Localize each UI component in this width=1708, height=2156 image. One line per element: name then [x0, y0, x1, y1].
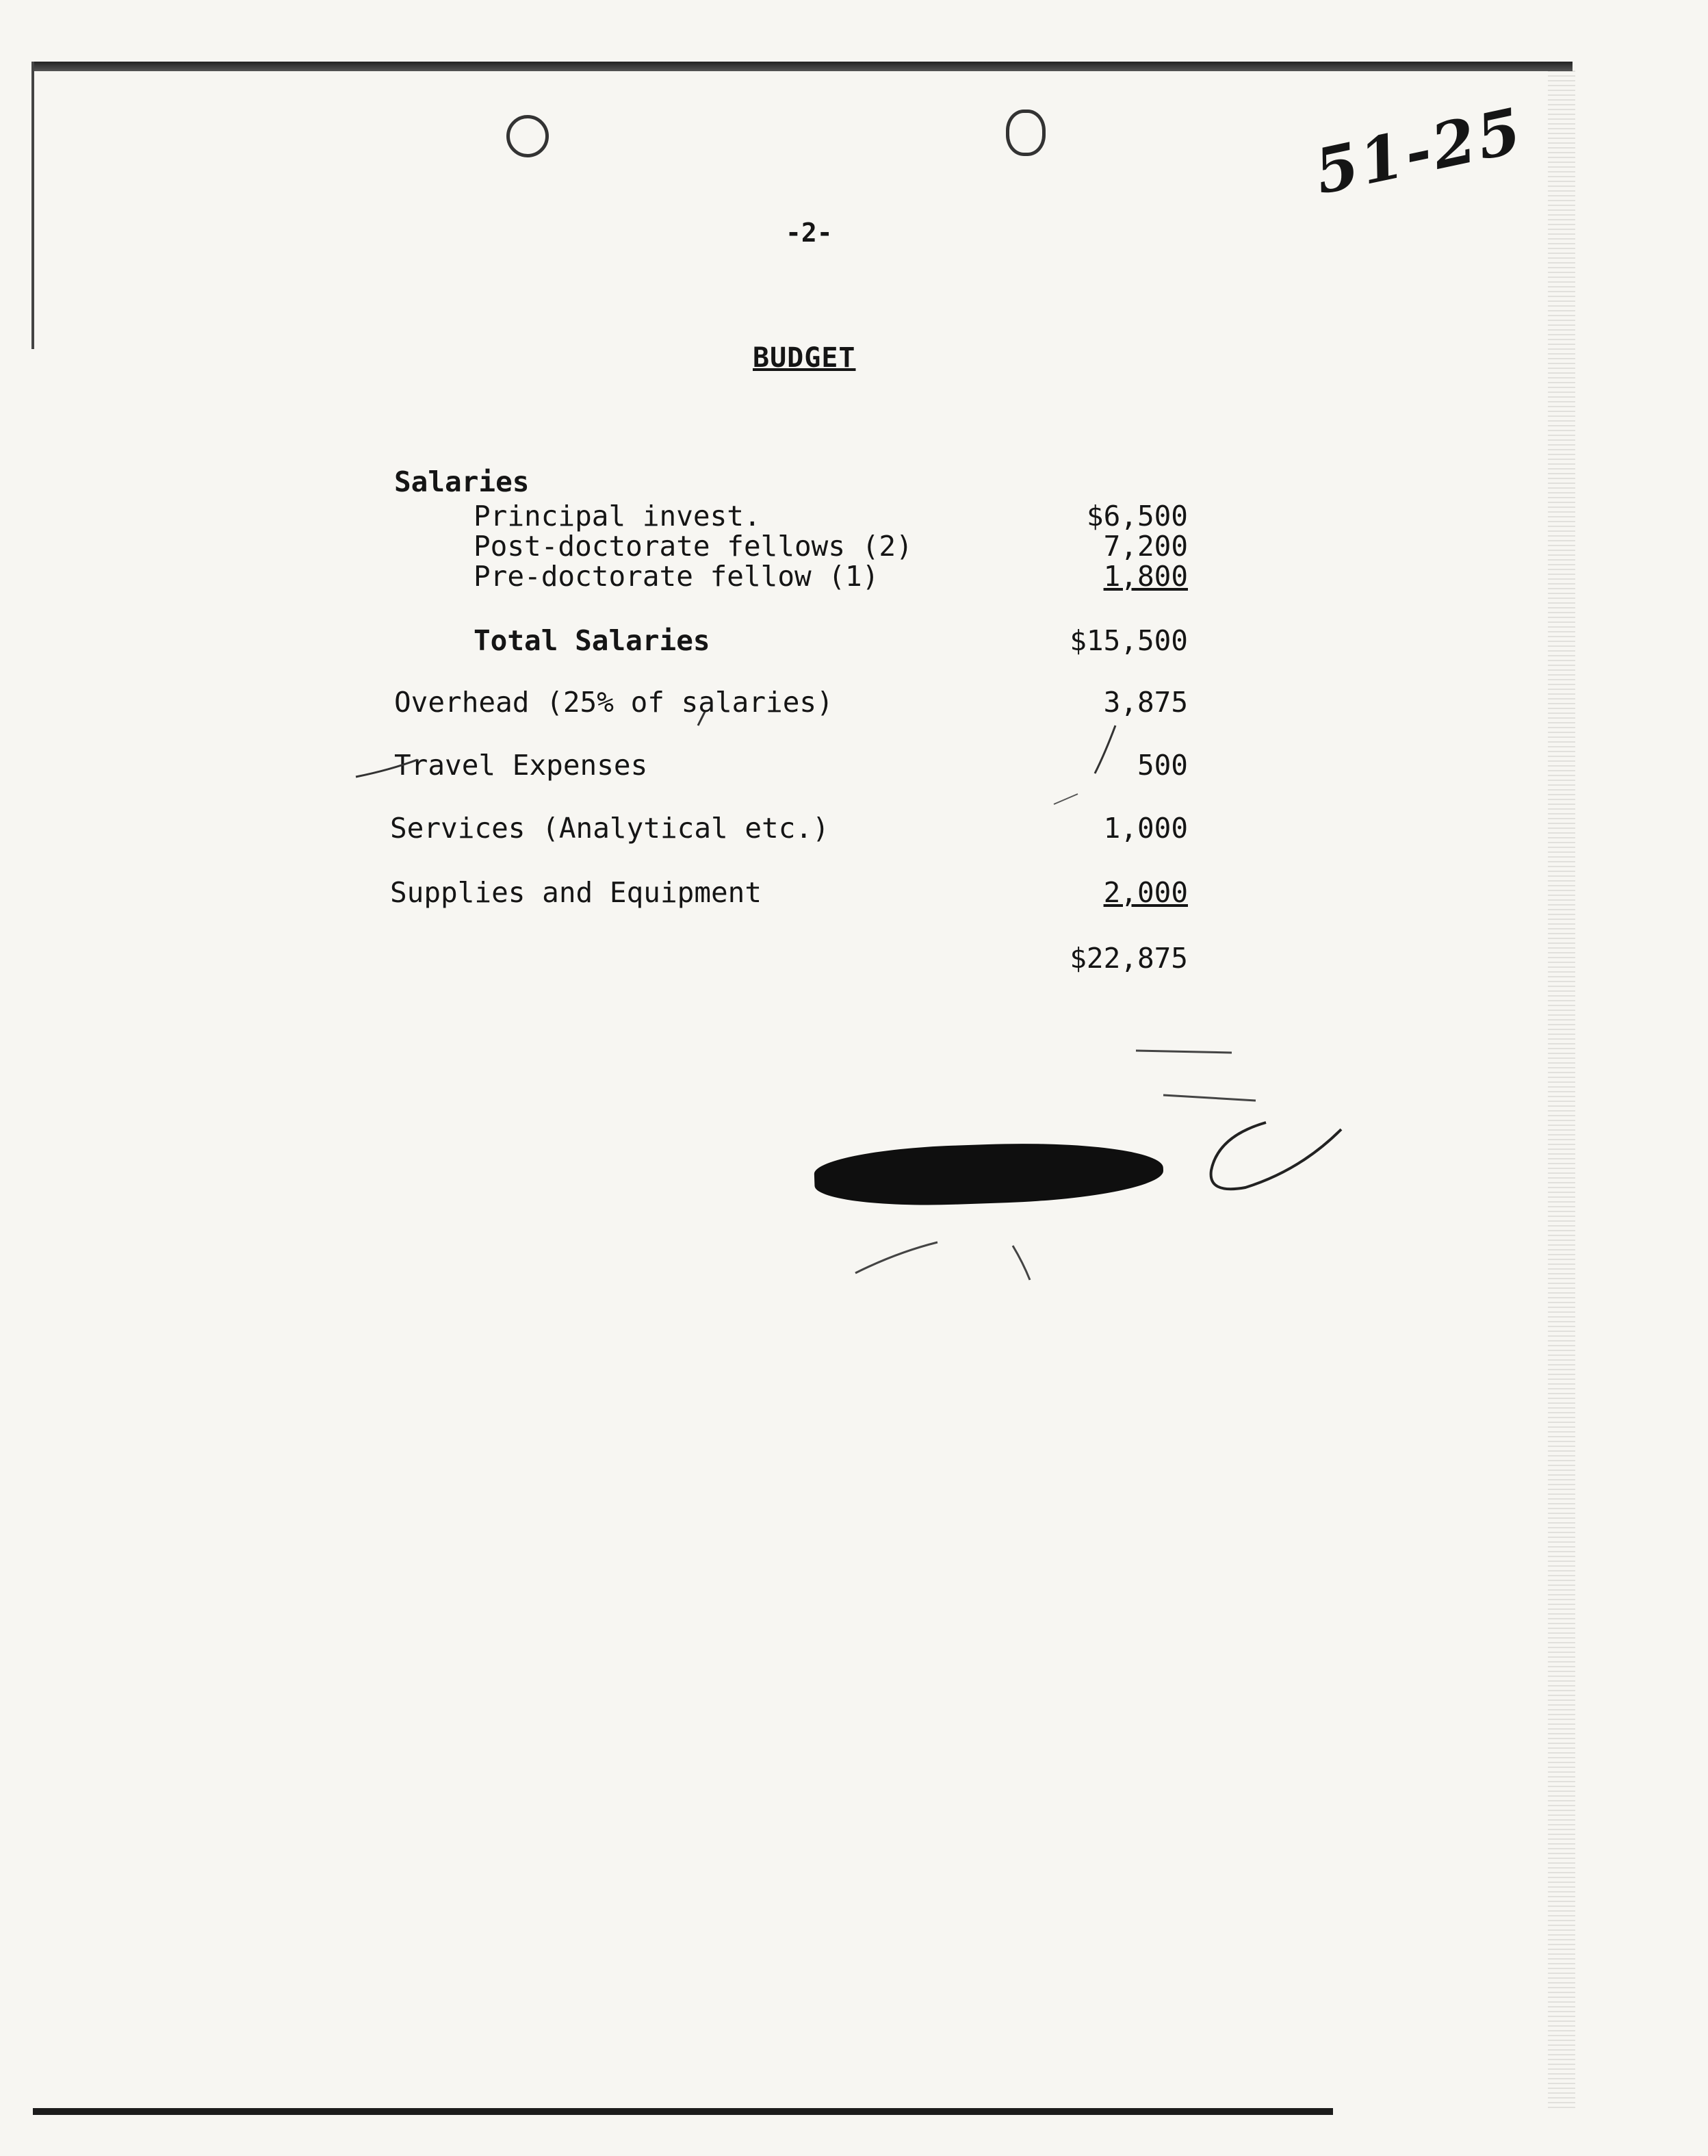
principal-invest-label: Principal invest.	[474, 500, 761, 532]
handwritten-line-mark	[356, 760, 417, 777]
travel-expenses-amount: 500	[1137, 749, 1188, 782]
services-amount: 1,000	[1103, 812, 1188, 845]
postdoc-fellows-amount: 7,200	[1103, 530, 1188, 563]
handwritten-tick-mark	[1054, 794, 1078, 804]
handwritten-line-mark	[1136, 1051, 1232, 1053]
supplies-equipment-label: Supplies and Equipment	[390, 876, 762, 909]
total-salaries-label: Total Salaries	[474, 624, 710, 657]
page-title: BUDGET	[753, 342, 856, 374]
grand-total-amount: $22,875	[1070, 942, 1188, 975]
travel-expenses-label: Travel Expenses	[394, 749, 648, 782]
predoc-fellow-label: Pre-doctorate fellow (1)	[474, 560, 879, 593]
services-label: Services (Analytical etc.)	[390, 812, 829, 845]
postdoc-fellows-label: Post-doctorate fellows (2)	[474, 530, 913, 563]
principal-invest-amount: $6,500	[1086, 500, 1188, 532]
handwritten-annotation: 51-25	[1308, 94, 1530, 209]
handwritten-line-mark	[1163, 1095, 1256, 1101]
overhead-label: Overhead (25% of salaries)	[394, 686, 833, 719]
handwritten-initial-mark	[1211, 1122, 1341, 1189]
handwritten-line-mark	[1013, 1246, 1030, 1280]
page-number: -2-	[786, 218, 833, 248]
handwritten-line-mark	[855, 1242, 937, 1273]
supplies-equipment-amount: 2,000	[1103, 876, 1188, 909]
handwritten-tick-mark	[1095, 726, 1115, 773]
handwritten-tick-mark	[698, 712, 705, 726]
salaries-heading: Salaries	[394, 465, 530, 498]
predoc-fellow-amount: 1,800	[1103, 560, 1188, 593]
total-salaries-amount: $15,500	[1070, 624, 1188, 657]
overhead-amount: 3,875	[1103, 686, 1188, 719]
